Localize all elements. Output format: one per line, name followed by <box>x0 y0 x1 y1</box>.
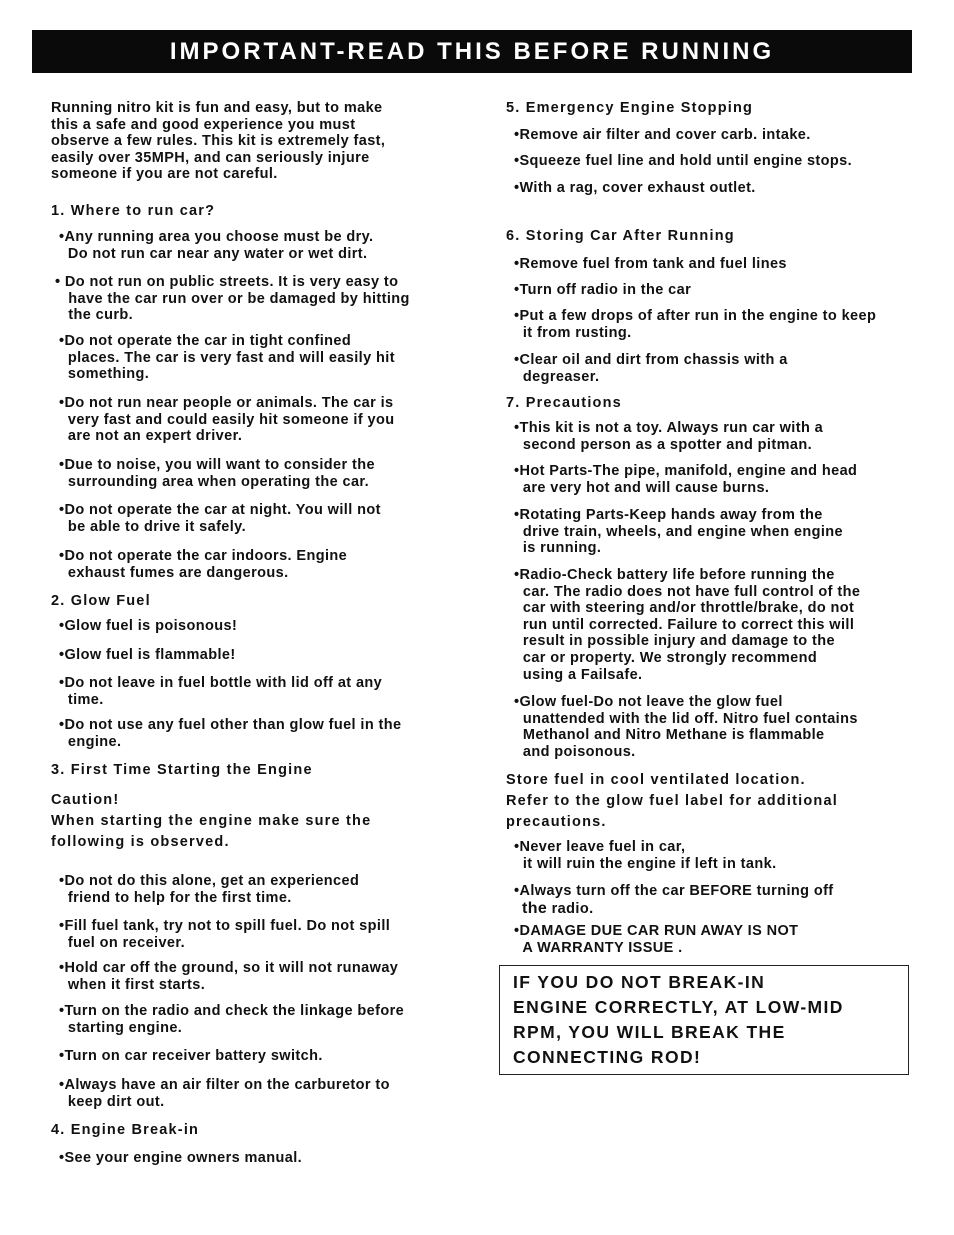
list-item: •Turn on the radio and check the linkage before starting engine. <box>59 1003 405 1036</box>
word-radio: radio. <box>547 901 594 917</box>
list-item: •Hold car off the ground, so it will not runaway when it first starts. <box>59 960 399 993</box>
break-in-warning: IF YOU DO NOT BREAK-IN ENGINE CORRECTLY, AT LOW-MID RPM, YOU WILL BREAK THE CONNECTING ROD! <box>513 972 844 1067</box>
page-title: IMPORTANT-READ THIS BEFORE RUNNING <box>169 37 775 65</box>
list-item: •Always have an air filter on the carburetor to keep dirt out. <box>59 1077 390 1110</box>
list-item: •Do not operate the car in tight confined places. The car is very fast and will easily hit something. <box>59 333 395 383</box>
section-heading-precautions: 7. Precautions <box>506 395 622 411</box>
list-item-continuation <box>522 901 594 918</box>
word-the: the <box>522 900 548 917</box>
section-heading-emergency-stop: 5. Emergency Engine Stopping <box>506 100 754 116</box>
list-item: •Remove fuel from tank and fuel lines <box>514 256 787 272</box>
section-heading-storing: 6. Storing Car After Running <box>506 228 735 244</box>
list-item: •This kit is not a toy. Always run car with a second person as a spotter and pitman. <box>514 420 824 453</box>
list-item: •Do not run near people or animals. The car is very fast and could easily hit someone if you are not an expert driver. <box>59 395 395 445</box>
list-item: •See your engine owners manual. <box>59 1150 303 1166</box>
list-item: •Radio-Check battery life before running the car. The radio does not have full control of the car with steering and/or throttle/brake, do not run until corrected. Failure to correct this will result in possible injury and damage to the car or property. We strongly recommend using a Failsafe. <box>514 567 861 683</box>
list-item: •Always turn off the car BEFORE turning off <box>514 883 834 899</box>
title-banner <box>32 30 912 73</box>
list-item: •Do not do this alone, get an experienced friend to help for the first time. <box>59 873 360 906</box>
list-item: •Turn on car receiver battery switch. <box>59 1048 323 1064</box>
list-item: • Do not run on public streets. It is very easy to have the car run over or be damaged by hitting the curb. <box>55 274 410 324</box>
intro-paragraph: Running nitro kit is fun and easy, but to make this a safe and good experience you must observe a few rules. This kit is extremely fast, easily over 35MPH, and can seriously injure someone if you are not careful. <box>51 100 386 183</box>
list-item: •With a rag, cover exhaust outlet. <box>514 180 756 196</box>
list-item: •Do not operate the car indoors. Engine exhaust fumes are dangerous. <box>59 548 348 581</box>
list-item: •Clear oil and dirt from chassis with a degreaser. <box>514 352 788 385</box>
list-item: •Hot Parts-The pipe, manifold, engine and head are very hot and will cause burns. <box>514 463 858 496</box>
list-item: •Do not use any fuel other than glow fuel in the engine. <box>59 717 402 750</box>
list-item: •Do not leave in fuel bottle with lid off at any time. <box>59 675 383 708</box>
caution-note: Caution! When starting the engine make sure the following is observed. <box>51 792 372 850</box>
list-item: •Never leave fuel in car, it will ruin the engine if left in tank. <box>514 839 777 872</box>
section-heading-where-to-run: 1. Where to run car? <box>51 203 216 219</box>
list-item: •Glow fuel-Do not leave the glow fuel unattended with the lid off. Nitro fuel contains Methanol and Nitro Methane is flammable and poisonous. <box>514 694 858 760</box>
section-heading-glow-fuel: 2. Glow Fuel <box>51 593 151 609</box>
list-item: •Do not operate the car at night. You will not be able to drive it safely. <box>59 502 381 535</box>
list-item: •Turn off radio in the car <box>514 282 692 298</box>
list-item: •Put a few drops of after run in the engine to keep it from rusting. <box>514 308 877 341</box>
section-heading-first-start: 3. First Time Starting the Engine <box>51 762 313 778</box>
storage-note: Store fuel in cool ventilated location. Refer to the glow fuel label for additional precautions. <box>506 772 838 830</box>
list-item: •Glow fuel is flammable! <box>59 647 236 663</box>
list-item: •Squeeze fuel line and hold until engine stops. <box>514 153 853 169</box>
list-item: •Fill fuel tank, try not to spill fuel. Do not spill fuel on receiver. <box>59 918 391 951</box>
list-item: •Any running area you choose must be dry. Do not run car near any water or wet dirt. <box>59 229 374 262</box>
list-item: •Glow fuel is poisonous! <box>59 618 238 634</box>
list-item: •Remove air filter and cover carb. intake. <box>514 127 811 143</box>
section-heading-break-in: 4. Engine Break-in <box>51 1122 200 1138</box>
list-item: •Due to noise, you will want to consider the surrounding area when operating the car. <box>59 457 375 490</box>
list-item: •Rotating Parts-Keep hands away from the drive train, wheels, and engine when engine is running. <box>514 507 844 557</box>
warranty-note: •DAMAGE DUE CAR RUN AWAY IS NOT A WARRANTY ISSUE . <box>514 923 799 956</box>
